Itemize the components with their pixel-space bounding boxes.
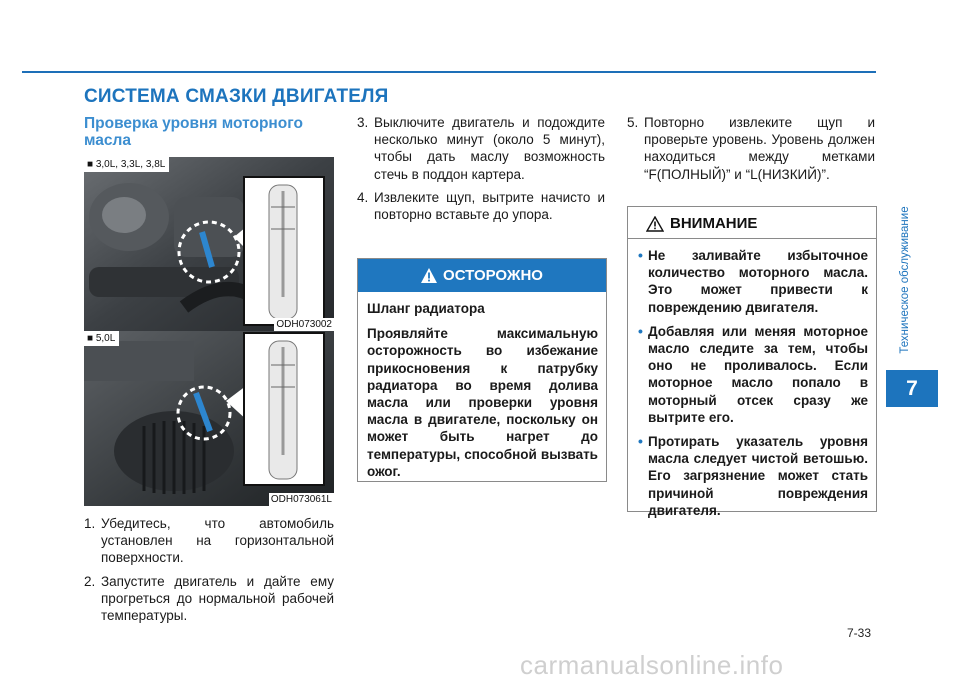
photo-2-code: ODH073061L [270, 494, 332, 505]
page-number: 7-33 [847, 626, 872, 640]
photo-1-code: ODH073002 [276, 319, 332, 330]
engine-illustration-2 [84, 331, 334, 506]
step-3 [357, 114, 605, 183]
steps-right [627, 114, 875, 189]
step-text: Извлеките щуп, вытрите начисто и повторно вставьте до упора. [374, 189, 605, 223]
warning-item-text: Не заливайте избыточное количество моторного масла. Это может привести к повреждению двигателя. [648, 248, 868, 315]
caution-heading: Шланг радиатора [367, 301, 485, 316]
step-2 [84, 573, 334, 625]
caution-header [358, 259, 606, 292]
engine-illustration-1 [84, 157, 334, 331]
warning-item-text: Добавляя или меняя моторное масло следите за тем, чтобы оно не проливалось. Если моторное масло попало в моторный отсек сразу же вытрите его. [648, 323, 868, 425]
warning-header [628, 207, 876, 232]
steps-middle [357, 114, 605, 229]
caution-text: Проявляйте максимальную осторожность во избежание прикосновения к патрубку радиатора во время долива масла или проверки уровня масла в двигателе, поскольку он может быть нагрет до температуры, способной вызвать ожог. [367, 326, 598, 479]
step-1 [84, 515, 334, 567]
step-number: 5. [627, 115, 639, 130]
step-4 [357, 189, 605, 223]
warning-box [627, 206, 877, 518]
caution-title: ОСТОРОЖНО [443, 267, 543, 284]
watermark: carmanualsonline.info [520, 650, 784, 680]
subheading: Проверка уровня моторного масла [84, 115, 303, 149]
chapter-vertical-title [897, 185, 913, 375]
step-number: 3. [357, 115, 369, 130]
step-text: Запустите двигатель и дайте ему прогреться до нормальной рабочей температуры. [101, 573, 334, 624]
engine-photo-1 [84, 157, 334, 331]
engine-photo-2 [84, 331, 334, 506]
warning-title: ВНИМАНИЕ [670, 215, 758, 232]
step-number: 4. [357, 189, 369, 205]
warning-item [638, 323, 868, 426]
steps-left [84, 515, 334, 630]
warning-item [638, 247, 868, 316]
step-text: Убедитесь, что автомобиль установлен на горизонтальной поверхности. [101, 516, 334, 566]
step-number: 2. [84, 573, 96, 589]
caution-box [357, 258, 607, 482]
photo-2-engine-label: ■ 5,0L [84, 331, 119, 346]
step-text: Выключите двигатель и подождите несколько минут (около 5 минут), чтобы дать маслу возможность стечь в поддон картера. [374, 115, 605, 182]
chapter-number-tab: 7 [886, 370, 938, 407]
bullet-icon: • [638, 433, 643, 450]
photo-1-engine-label: ■ 3,0L, 3,3L, 3,8L [84, 157, 169, 172]
warning-item [638, 433, 868, 519]
caution-body [358, 292, 606, 480]
step-text: Повторно извлеките щуп и проверьте уровень. Уровень должен находиться между метками “F(ПОЛНЫЙ)” и “L(НИЗКИЙ)”. [644, 115, 875, 182]
warning-triangle-icon [646, 216, 664, 232]
bullet-icon: • [638, 247, 643, 263]
section-title: СИСТЕМА СМАЗКИ ДВИГАТЕЛЯ [84, 86, 389, 107]
step-number: 1. [84, 516, 96, 531]
warning-item-text: Протирать указатель уровня масла следует чистой ветошью. Его загрязнение может стать причиной повреждения двигателя. [648, 434, 868, 518]
warning-body [628, 239, 876, 519]
chapter-vertical-title-text: Техническое обслуживание [899, 206, 911, 354]
bullet-icon: • [638, 322, 643, 339]
header-rule [22, 71, 876, 73]
step-5 [627, 114, 875, 183]
warning-triangle-icon [421, 268, 437, 283]
